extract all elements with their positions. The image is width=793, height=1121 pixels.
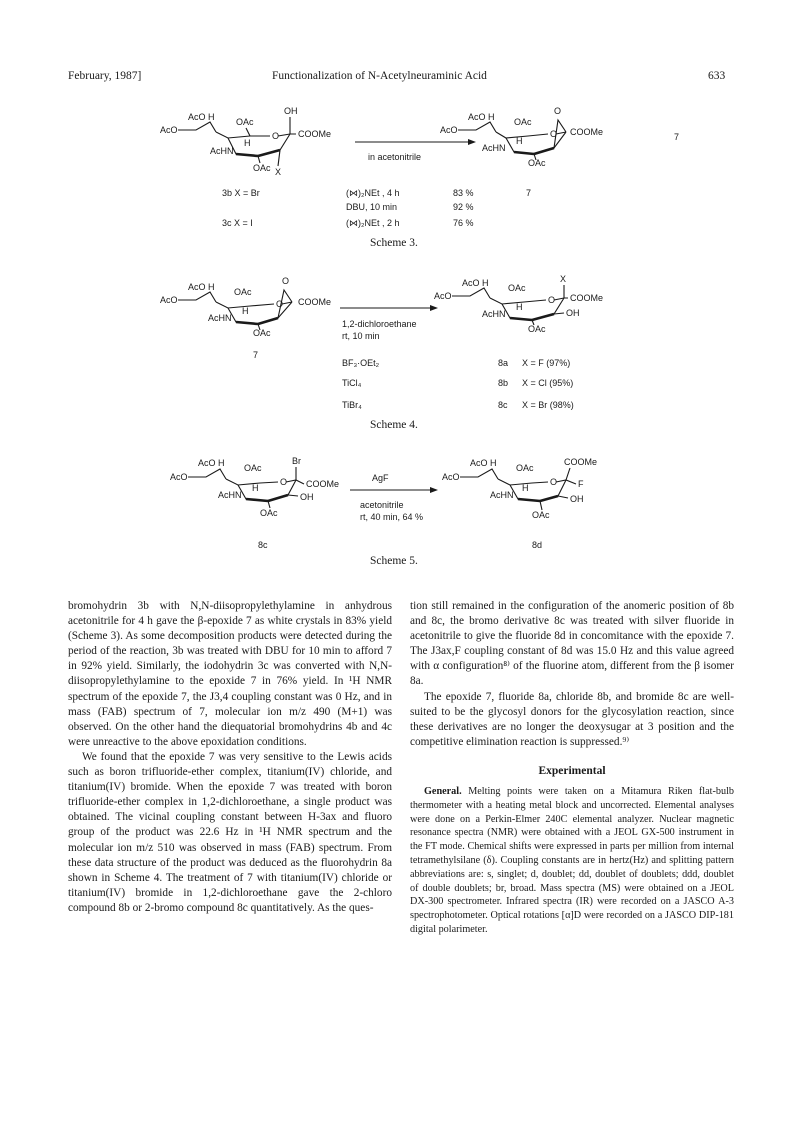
experimental-lead: General. xyxy=(424,786,462,798)
row-reagent-3: TiBr₄ xyxy=(342,400,362,410)
scheme-4-caption: Scheme 4. xyxy=(370,419,418,431)
label-aco: AcO xyxy=(442,472,460,482)
label-aco-h: AcO H xyxy=(188,282,215,292)
label-oac: OAc xyxy=(234,287,252,297)
label-ring-o: O xyxy=(276,299,284,309)
product-number-7: 7 xyxy=(674,132,680,142)
label-oac: OAc xyxy=(236,117,254,127)
label-coome: COOMe xyxy=(298,129,332,139)
row-compound-1: 3b X = Br xyxy=(222,188,260,198)
label-h: H xyxy=(252,483,259,493)
structure-3 xyxy=(160,106,331,177)
label-ring-o: O xyxy=(272,131,280,141)
label-h: H xyxy=(516,302,523,312)
label-oh: OH xyxy=(300,492,314,502)
product-number-8d: 8d xyxy=(532,540,543,550)
label-oac-2: OAc xyxy=(253,163,271,173)
label-oac-2: OAc xyxy=(253,328,271,338)
label-oac: OAc xyxy=(516,463,534,473)
label-epoxide-o: O xyxy=(554,106,562,116)
scheme-4 xyxy=(150,270,650,435)
label-coome: COOMe xyxy=(570,293,604,303)
label-achn: AcHN xyxy=(218,490,242,500)
label-oac: OAc xyxy=(514,117,532,127)
label-oh: OH xyxy=(284,106,298,116)
label-oac: OAc xyxy=(244,463,262,473)
label-achn: AcHN xyxy=(482,309,506,319)
row-x-1: X = F (97%) xyxy=(522,358,571,368)
row-compound-3: 3c X = I xyxy=(222,218,253,228)
label-aco: AcO xyxy=(160,295,178,305)
scheme-5 xyxy=(150,452,650,570)
structure-8 xyxy=(434,274,603,334)
label-x: X xyxy=(275,167,282,177)
paragraph-2: We found that the epoxide 7 was very sensitive to the Lewis acids such as boron trifluoride-ether complex, titanium(IV) chloride, and titanium(IV) bromide. When the epoxide 7 was treated with boron trifluoride-ether complex in 1,2-dichloroethane, a single product was obtained. The vicinal coupling constant between H-3ax and fluoro group of the product was 22.6 Hz in ¹H NMR spectrum and the molecular ion m/z 510 was observed in mass (FAB) spectrum. From these data structure of the product was deduced as the fluorohydrin 8a shown in Scheme 4. The treatment of 7 with titanium(IV) chloride or titanium(IV) bromide in 1,2-dichloroethane gave the 2-chloro compound 8b or 2-bromo compound 8c quantitatively. As the ques- xyxy=(68,750,392,914)
label-aco-h: AcO H xyxy=(462,278,489,288)
experimental-text: Melting points were taken on a Mitamura Riken flat-bulb thermometer with a heating metal block and uncorrected. Elemental analyses were done on a Perkin-Elmer 240C elemental analyzer. Nuclear magnetic resonance spectra (NMR) were obtained with a JEOL GX-500 instrument in the FT mode. Chemical shifts were expressed in parts per million from internal tetramethylsilane (δ). Coupling constants are in hertz(Hz) and splitting pattern abbreviations are: s, singlet; d, doublet; dd, doublet of doublets; ddd, doublet of double doublets; br, broad. Mass spectra (MS) were obtained on a JEOL DX-300 spectrometer. Infrared spectra (IR) were recorded on a JASCO A-3 spectrophotometer. Optical rotations [α]D were recorded on a JASCO DIP-181 digital polarimeter. xyxy=(410,786,734,935)
row-product-3: 8c xyxy=(498,400,508,410)
label-ring-o: O xyxy=(548,295,556,305)
condition-solvent: in acetonitrile xyxy=(368,152,422,162)
label-br: Br xyxy=(292,456,301,466)
row-product-7: 7 xyxy=(526,188,532,198)
row-yield-3: 76 % xyxy=(453,218,474,228)
label-h: H xyxy=(244,138,251,148)
section-heading-experimental: Experimental xyxy=(538,764,606,777)
row-reagent-2: DBU, 10 min xyxy=(346,202,398,212)
label-achn: AcHN xyxy=(482,143,506,153)
start-number-8c: 8c xyxy=(258,540,268,550)
start-number-7: 7 xyxy=(253,350,259,360)
scheme-3-caption: Scheme 3. xyxy=(370,237,418,249)
structure-7 xyxy=(440,106,603,168)
label-aco-h: AcO H xyxy=(470,458,497,468)
scheme-3 xyxy=(150,100,680,250)
label-ring-o: O xyxy=(550,477,558,487)
label-coome: COOMe xyxy=(564,457,598,467)
row-reagent-3: (⋈)₂NEt , 2 h xyxy=(346,218,400,228)
label-ring-o: O xyxy=(550,129,558,139)
paragraph-4: The epoxide 7, fluoride 8a, chloride 8b, and bromide 8c are well-suited to be the glycosyl donors for the glycosylation reaction, since these derivatives are no longer the deoxysugar at 3 position and the competitive elimination reaction is suppressed.⁹⁾ xyxy=(410,690,734,748)
label-aco: AcO xyxy=(170,472,188,482)
label-oh: OH xyxy=(570,494,584,504)
paragraph-1: bromohydrin 3b with N,N-diisopropylethylamine in anhydrous acetonitrile for 4 h gave the β-epoxide 7 as white crystals in 83% yield (Scheme 3). As some decomposition products were detected during the period of the reaction, 3b was treated with DBU for 10 min to afford 7 in 92% yield. Similarly, the iodohydrin 3c was converted with N,N-diisopropylethylamine to the epoxide 7 in 76% yield. In ¹H NMR spectrum of the epoxide 7, the J3,4 coupling constant was 0 Hz, and in mass (FAB) spectrum of 7, molecular ion m/z 490 (M+1) was observed. On the other hand the diequatorial bromohydrins 4b and 4c were unreactive to the above epoxidation conditions. xyxy=(68,600,392,748)
paragraph-3: tion still remained in the configuration of the anomeric position of 8b and 8c, the bromo derivative 8c was treated with silver fluoride in acetonitrile to give the fluoride 8d in concomitance with the epoxide 7. The J3ax,F coupling constant of 8d was 15.0 Hz and this value agreed with α configuration⁸⁾ of the fluorine atom, different from the β isomer 8a. xyxy=(410,600,734,688)
structure-8d xyxy=(442,457,597,520)
label-oh: OH xyxy=(566,308,580,318)
condition-temp: rt, 40 min, 64 % xyxy=(360,512,424,522)
label-ring-o: O xyxy=(280,477,288,487)
row-product-1: 8a xyxy=(498,358,509,368)
left-column xyxy=(68,599,392,916)
page-number: 633 xyxy=(708,70,726,82)
label-oac-2: OAc xyxy=(528,324,546,334)
scheme-5-caption: Scheme 5. xyxy=(370,555,418,567)
reagent-agf: AgF xyxy=(372,473,389,483)
label-achn: AcHN xyxy=(208,313,232,323)
label-x: X xyxy=(560,274,567,284)
label-h: H xyxy=(242,306,249,316)
row-x-3: X = Br (98%) xyxy=(522,400,574,410)
row-yield-2: 92 % xyxy=(453,202,474,212)
label-achn: AcHN xyxy=(490,490,514,500)
label-aco-h: AcO H xyxy=(198,458,225,468)
label-coome: COOMe xyxy=(298,297,332,307)
label-h: H xyxy=(516,136,523,146)
experimental-general xyxy=(410,785,734,937)
running-header-date: February, 1987] xyxy=(68,70,142,82)
label-oac-2: OAc xyxy=(528,158,546,168)
row-reagent-2: TiCl₄ xyxy=(342,378,362,388)
row-yield-1: 83 % xyxy=(453,188,474,198)
label-aco: AcO xyxy=(434,291,452,301)
label-coome: COOMe xyxy=(570,127,604,137)
label-aco-h: AcO H xyxy=(188,112,215,122)
row-x-2: X = Cl (95%) xyxy=(522,378,574,388)
condition-temp: rt, 10 min xyxy=(342,331,380,341)
label-oac-2: OAc xyxy=(260,508,278,518)
row-product-2: 8b xyxy=(498,378,509,388)
label-aco: AcO xyxy=(440,125,458,135)
label-aco-h: AcO H xyxy=(468,112,495,122)
label-aco: AcO xyxy=(160,125,178,135)
condition-solvent: acetonitrile xyxy=(360,500,404,510)
running-header-title: Functionalization of N-Acetylneuraminic Acid xyxy=(272,70,487,82)
label-oac-2: OAc xyxy=(532,510,550,520)
structure-7-start xyxy=(160,276,331,338)
condition-solvent: 1,2-dichloroethane xyxy=(342,319,417,329)
label-coome: COOMe xyxy=(306,479,340,489)
label-epoxide-o: O xyxy=(282,276,290,286)
structure-8c xyxy=(170,456,339,518)
row-reagent-1: (⋈)₂NEt , 4 h xyxy=(346,188,400,198)
label-h: H xyxy=(522,483,529,493)
label-oac: OAc xyxy=(508,283,526,293)
label-achn: AcHN xyxy=(210,146,234,156)
row-reagent-1: BF₃·OEt₂ xyxy=(342,358,380,368)
label-f: F xyxy=(578,479,584,489)
right-column xyxy=(410,599,734,937)
